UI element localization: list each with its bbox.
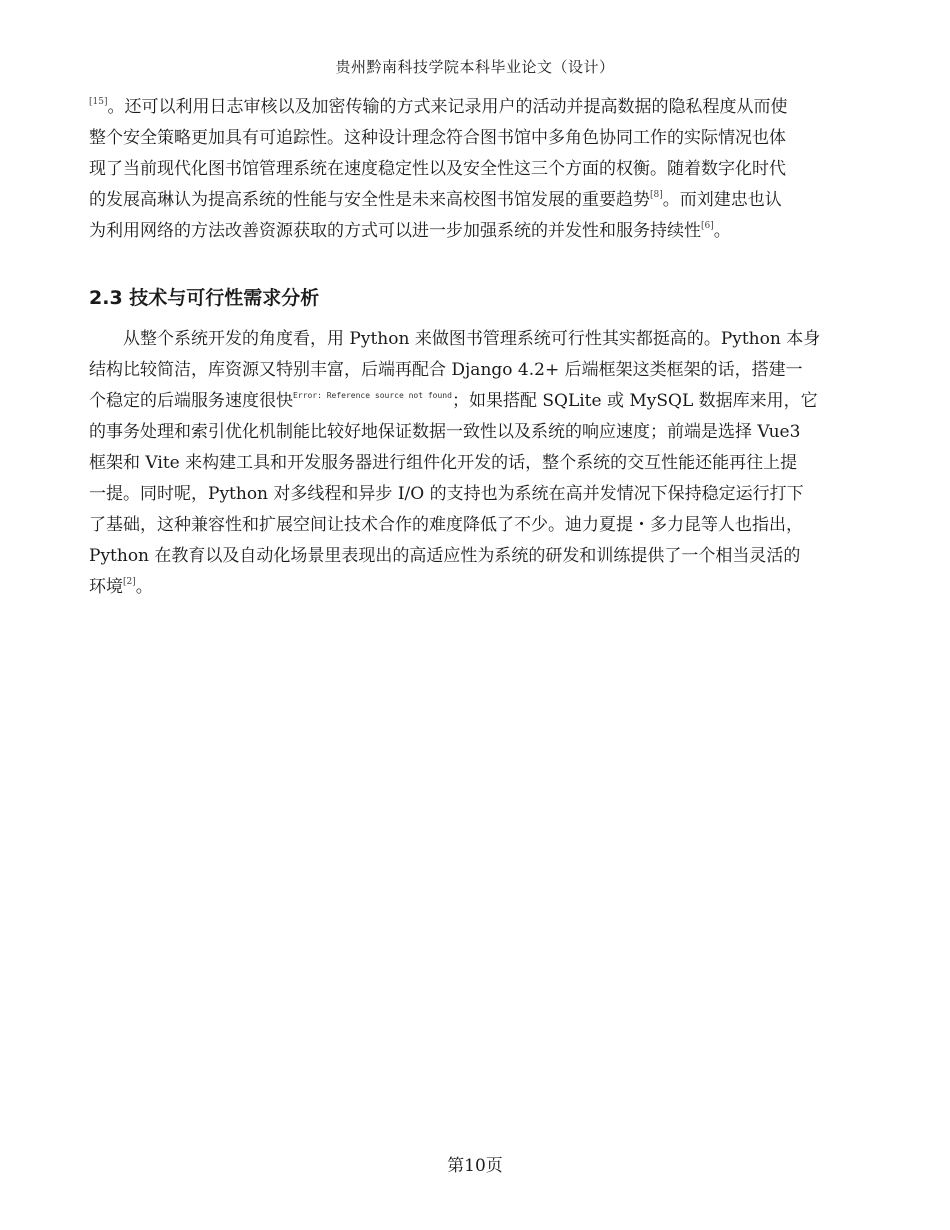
body-paragraph-1: [89, 92, 865, 247]
text-run: 的发展高琳认为提高系统的性能与安全性是未来高校图书馆发展的重要趋势: [89, 190, 650, 210]
text-line: 的事务处理和索引优化机制能比较好地保证数据一致性以及系统的响应速度；前端是选择 Vue3: [89, 422, 801, 442]
citation-ref: [8]: [650, 190, 663, 200]
text-run: 。还可以利用日志审核以及加密传输的方式来记录用户的活动并提高数据的隐私程度从而使: [107, 97, 788, 117]
citation-ref: [15]: [89, 97, 108, 107]
text-line: [89, 185, 865, 216]
text-line: 了基础，这种兼容性和扩展空间让技术合作的难度降低了不少。迪力夏提・多力昆等人也指出，: [89, 515, 803, 535]
text-run: 个稳定的后端服务速度很快: [89, 391, 293, 411]
text-run: 为利用网络的方法改善资源获取的方式可以进一步加强系统的并发性和服务持续性: [89, 221, 701, 241]
text-line: 一提。同时呢，Python 对多线程和异步 I/O 的支持也为系统在高并发情况下保持稳定运行打下: [89, 484, 804, 504]
page-header: 贵州黔南科技学院本科毕业论文（设计）: [335, 58, 615, 76]
text-line: 结构比较简洁，库资源又特别丰富，后端再配合 Django 4.2+ 后端框架这类框架的话，搭建一: [89, 360, 803, 380]
body-paragraph-2: [89, 324, 865, 603]
text-line: 框架和 Vite 来构建工具和开发服务器进行组件化开发的话，整个系统的交互性能还能再往上提: [89, 453, 798, 473]
text-line: [89, 92, 865, 123]
text-run: 。而刘建忠也认: [662, 190, 782, 210]
text-run: 从整个系统开发的角度看，用 Python 来做图书管理系统可行性其实都挺高的。Python 本身: [123, 329, 821, 349]
text-run: 环境: [89, 577, 123, 597]
text-line: [89, 216, 865, 247]
text-run: ；如果搭配 SQLite 或 MySQL 数据库来用，它: [451, 391, 818, 411]
text-line: Python 在教育以及自动化场景里表现出的高适应性为系统的研发和训练提供了一个相当灵活的: [89, 546, 801, 566]
reference-error-note: Error: Reference source not found: [293, 391, 452, 400]
text-run: 。: [713, 221, 731, 241]
text-line: 整个安全策略更加具有可追踪性。这种设计理念符合图书馆中多角色协同工作的实际情况也体: [89, 128, 786, 148]
text-run: 。: [135, 577, 153, 597]
page-number: 第10页: [447, 1156, 503, 1176]
text-line: [89, 386, 865, 417]
text-line: [89, 572, 865, 603]
citation-ref: [2]: [123, 577, 136, 587]
section-heading: 2.3 技术与可行性需求分析: [89, 287, 320, 309]
text-line: [89, 324, 865, 355]
citation-ref: [6]: [701, 221, 714, 231]
text-line: 现了当前现代化图书馆管理系统在速度稳定性以及安全性这三个方面的权衡。随着数字化时代: [89, 159, 786, 179]
